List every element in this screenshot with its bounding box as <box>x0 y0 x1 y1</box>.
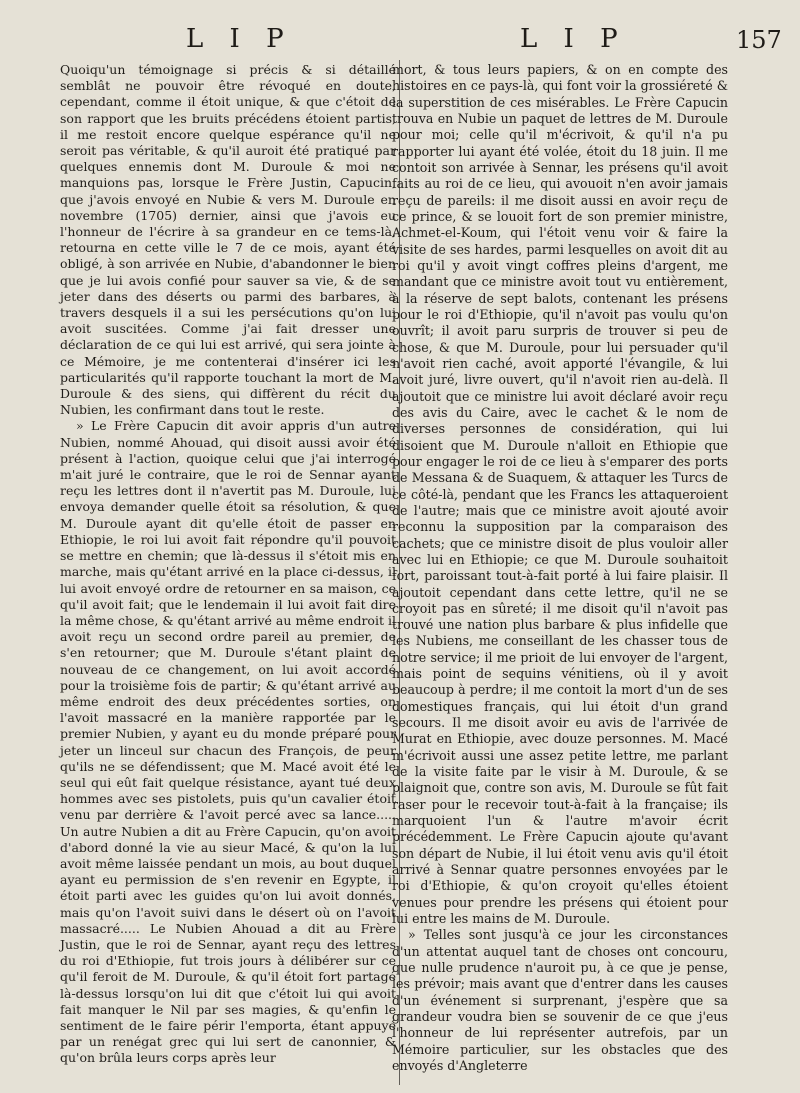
paragraph: mort, & tous leurs papiers, & on en compte des histoires en ce pays-là, qui font voir la grossiéreté & la superstition de ces misérables. Le Frère Capucin trouva en Nubie un paquet de lettres de M. Duroule pour moi; celle qu'il m'écrivoit, & qu'il n'a pu rapporter lui ayant été volée, étoit du 18 juin. Il me contoit son arrivée à Sennar, les présens qu'il avoit faits au roi de ce lieu, qui avouoit n'en avoir jamais reçu de pareils: il me disoit aussi en avoir reçu de ce prince, & se louoit fort de son premier ministre, Achmet-el-Koum, qui l'étoit venu voir & faire la visite de ses hardes, parmi lesquelles on avoit dit au roi qu'il y avoit vingt coffres pleins d'argent, me mandant que ce ministre avoit tout vu entièrement, à la réserve de sept balots, contenant les présens pour le roi d'Ethiopie, qu'il n'avoit pas voulu qu'on ouvrît; il avoit paru surpris de trouver si peu de chose, & que M. Duroule, pour lui persuader qu'il n'avoit rien caché, avoit apporté l'évangile, & lui avoit juré, livre ouvert, qu'il n'avoit rien au-delà. Il ajoutoit que ce ministre lui avoit déclaré avoir reçu des avis du Caire, avec le cachet & le nom de diverses personnes de considération, qui lui disoient que M. Duroule n'alloit en Ethiopie que pour engager le roi de ce lieu à s'emparer des ports de Messana & de Suaquem, & attaquer les Turcs de ce côté-là, pendant que les Francs les attaqueroient de l'autre; mais que ce ministre avoit ajouté avoir reconnu la supposition par la comparaison des cachets; que ce ministre disoit de plus vouloir aller avec lui en Ethiopie; ce que M. Duroule souhaitoit fort, paroissant tout-à-fait porté à lui faire plaisir. Il ajoutoit cependant dans cette lettre, qu'il ne se croyoit pas en sûreté; il me disoit qu'il n'avoit pas trouvé une nation plus barbare & plus infidelle que les Nubiens, me conseillant de les chasser tous de notre service; il me prioit de lui envoyer de l'argent, mais point de sequins vénitiens, où il y avoit beaucoup à perdre; il me contoit la mort d'un de ses domestiques français, qui lui étoit d'un grand secours. Il me disoit avoir eu avis de l'arrivée de Murat en Ethiopie, avec douze personnes. M. Macé m'écrivoit aussi une assez petite lettre, me parlant de la visite faite par le visir à M. Duroule, & se plaignoit que, contre son avis, M. Duroule se fût fait raser pour le recevoir tout-à-fait à la française; ils marquoient l'un & l'autre m'avoir écrit précédemment. Le Frère Capucin ajoute qu'avant son départ de Nubie, il lui étoit venu avis qu'il étoit arrivé à Sennar quatre personnes envoyées par le roi d'Ethiopie, & qu'on croyoit qu'elles étoient venues pour prendre les présens qui étoient pour lui entre les mains de M. Duroule. <box>392 62 728 927</box>
page-number: 157 <box>736 26 782 54</box>
running-head-right: L I P <box>520 24 627 54</box>
paragraph: » Telles sont jusqu'à ce jour les circonstances d'un attentat auquel tant de choses ont concouru, que nulle prudence n'auroit pu, à ce que je pense, les prévoir; mais avant que d'entrer dans les causes d'un événement si surprenant, j'espère que sa grandeur voudra bien se souvenir de ce que j'eus l'honneur de lui représenter autrefois, par un Mémoire particulier, sur les obstacles que des envoyés d'Angleterre <box>392 927 728 1074</box>
paragraph: » Le Frère Capucin dit avoir appris d'un autre Nubien, nommé Ahouad, qui disoit aussi avoir été présent à l'action, quoique celui que j'ai interrogé m'ait juré le contraire, que le roi de Sennar ayant reçu les lettres dont il n'avertit pas M. Duroule, lui envoya demander quelle étoit sa résolution, & que M. Duroule ayant dit qu'elle étoit de passer en Ethiopie, le roi lui avoit fait répondre qu'il pouvoit se mettre en chemin; que là-dessus il s'étoit mis en marche, mais qu'étant arrivé en la place ci-dessus, il lui avoit envoyé ordre de retourner en sa maison, ce qu'il avoit fait; que le lendemain il lui avoit fait dire la même chose, & qu'étant arrivé au même endroit il avoit reçu un second ordre pareil au premier, de s'en retourner; que M. Duroule s'étant plaint de nouveau de ce changement, on lui avoit accordé pour la troisième fois de partir; & qu'étant arrivé au même endroit des deux précédentes sorties, on l'avoit massacré en la manière rapportée par le premier Nubien, y ayant eu du monde préparé pour jeter un linceul sur chacun des François, de peur qu'ils ne se défendissent; que M. Macé avoit été le seul qui eût fait quelque résistance, ayant tué deux hommes avec ses pistolets, puis qu'un cavalier étoit venu par derrière & l'avoit percé avec sa lance..... Un autre Nubien a dit au Frère Capucin, qu'on avoit d'abord donné la vie au sieur Macé, & qu'on la lui avoit même laissée pendant un mois, au bout duquel ayant eu permission de s'en revenir en Egypte, il étoit parti avec les guides qu'on lui avoit donnés, mais qu'on l'avoit suivi dans le désert où on l'avoit massacré..... Le Nubien Ahouad a dit au Frère Justin, que le roi de Sennar, ayant reçu des lettres du roi d'Ethiopie, fut trois jours à délibérer sur ce qu'il feroit de M. Duroule, & qu'il étoit fort partagé là-dessus lorsqu'on lui dit que c'étoit lui qui avoit fait manquer le Nil par ses magies, & qu'enfin le sentiment de le faire périr l'emporta, étant appuyé par un renégat grec qui lui sert de canonnier, & qu'on brûla leurs corps après leur <box>60 418 396 1066</box>
running-head-left: L I P <box>186 24 293 54</box>
left-column <box>60 62 396 1067</box>
right-column <box>392 62 728 1074</box>
paragraph: Quoiqu'un témoignage si précis & si détaillé semblât ne pouvoir être révoqué en doute, cependant, comme il étoit unique, & que c'étoit de son rapport que les bruits précédens étoient partis, il me restoit encore quelque espérance qu'il ne seroit pas véritable, & qu'il auroit été pratiqué par quelques ennemis dont M. Duroule & moi ne manquions pas, lorsque le Frère Justin, Capucin, que j'avois envoyé en Nubie & vers M. Duroule en novembre (1705) dernier, ainsi que j'avois eu l'honneur de l'écrire à sa grandeur en ce tems-là, retourna en cette ville le 7 de ce mois, ayant été obligé, à son arrivée en Nubie, d'abandonner le bien que je lui avois confié pour sauver sa vie, & de se jeter dans des déserts ou parmi des barbares, à travers desquels il a sui les persécutions qu'on lui avoit suscitées. Comme j'ai fait dresser une déclaration de ce qui lui est arrivé, qui sera jointe à ce Mémoire, je me contenterai d'insérer ici les particularités qu'il rapporte touchant la mort de M. Duroule & des siens, qui diffèrent du récit du Nubien, les confirmant dans tout le reste. <box>60 62 396 418</box>
